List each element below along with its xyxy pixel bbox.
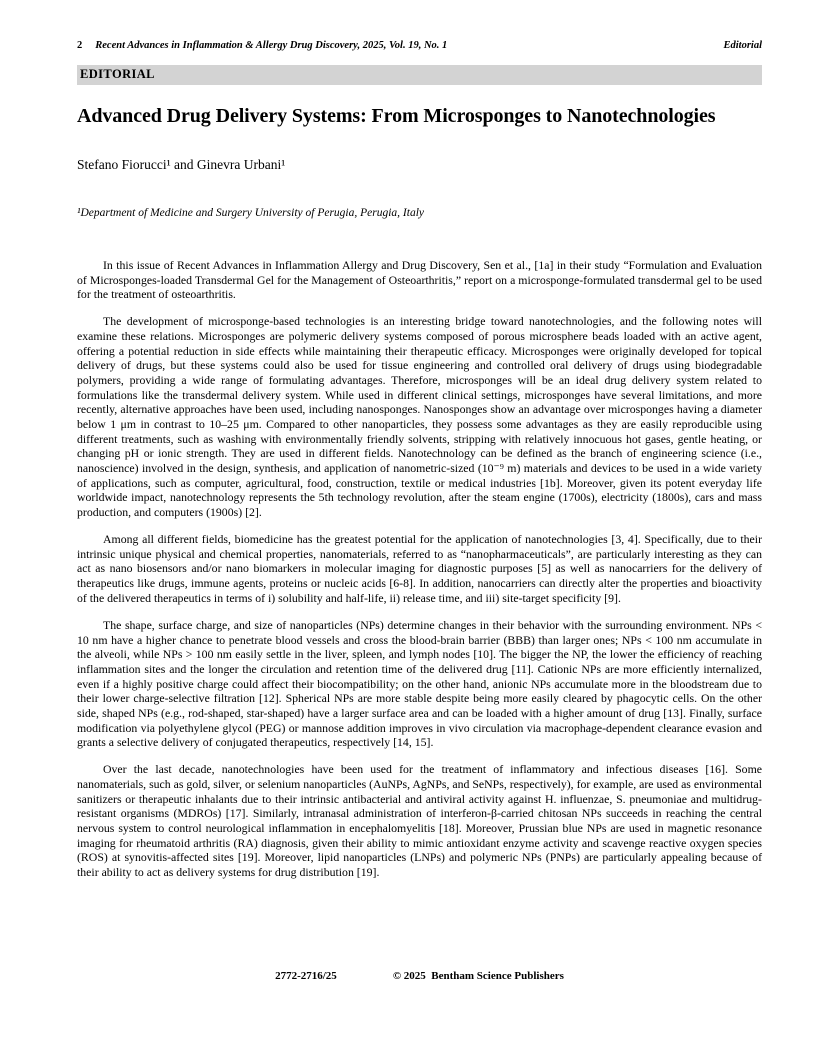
running-section-label: Editorial: [723, 40, 762, 51]
page-footer: [77, 970, 762, 982]
article-title: Advanced Drug Delivery Systems: From Microsponges to Nanotechnologies: [77, 105, 716, 127]
affiliation-line: ¹Department of Medicine and Surgery University of Perugia, Perugia, Italy: [77, 207, 424, 219]
paragraph: The development of microsponge-based technologies is an interesting bridge toward nanotechnologies, and the following notes will examine these relations. Microsponges are polymeric delivery systems composed of porous microsphere beads loaded with an active agent, offering a potential reduction in side effects while maintaining their therapeutic efficacy. Microsponges were originally developed for topical delivery of drugs, but these systems could also be used for tissue engineering and controlled oral delivery of drugs using biodegradable polymers, providing a wide range of formulating advantages. Therefore, microsponges will be an ideal drug delivery system related to formulations like the transdermal delivery system. While used in different clinical settings, microsponges have several limitations, and more recently, alternative approaches have been used, including nanosponges. Nanosponges show an advantage over microsponges having a diameter below 1 μm in contrast to 10–25 μm. Compared to other nanoparticles, they possess some advantages as they are easily reproducible using different treatments, such as washing with environmentally friendly solvents, stripping with relatively innocuous hot gases, gentle heating, or changing pH or ionic strength. They are used in different fields. Nanotechnology can be defined as the branch of engineering science (i.e., nanoscience) involved in the design, synthesis, and application of nanometric-sized (10⁻⁹ m) materials and devices to be used in a wide variety of applications, such as computer, agricultural, food, construction, textile or medical industries [1b]. Moreover, given its potent everyday life worldwide impact, nanotechnology represents the 5th technology revolution, after the steam engine (1700s), electricity (1800s), cars and mass production, and computers (1900s) [2].: [77, 314, 762, 519]
authors-line: Stefano Fiorucci¹ and Ginevra Urbani¹: [77, 157, 286, 172]
paragraph: In this issue of Recent Advances in Inflammation Allergy and Drug Discovery, Sen et al., [1a] in their study “Formulation and Evaluation of Microsponges-loaded Transdermal Gel for the Management of Osteoarthritis,” report on a microsponge-formulated transdermal gel to be used for the treatment of osteoarthritis.: [77, 258, 762, 302]
copyright-notice: © 2025 Bentham Science Publishers: [392, 970, 564, 982]
issn-code: 2772-2716/25: [275, 970, 337, 982]
paragraph: The shape, surface charge, and size of nanoparticles (NPs) determine changes in their behavior with the surrounding environment. NPs < 10 nm have a higher chance to penetrate blood vessels and cross the blood-brain barrier (BBB) than larger ones; NPs < 100 nm accumulate in the alveoli, while NPs > 100 nm easily settle in the liver, spleen, and lymph nodes [10]. The bigger the NP, the lower the efficiency of reaching inflammation sites and the longer the circulation and retention time of the delivered drug [11]. Cationic NPs are more efficiently internalized, even if a highly positive charge could affect their biocompatibility; on the other hand, anionic NPs accumulate more in the bloodstream due to their lower charge-selective filtration [12]. Spherical NPs are more stable despite being more easily cleared by phagocytic cells. On the other side, shaped NPs (e.g., rod-shaped, star-shaped) have a larger surface area and can be loaded with a higher amount of drug [13]. Finally, surface modification via polyethylene glycol (PEG) or mannose addition improves in vivo circulation via macrophage-dependent clearance evasion and grants a selective delivery of conjugated therapeutics, respectively [14, 15].: [77, 617, 762, 750]
running-header: [77, 40, 762, 51]
article-body: [77, 258, 762, 880]
page-number: 2: [77, 40, 83, 51]
paragraph: Over the last decade, nanotechnologies have been used for the treatment of inflammatory and infectious diseases [16]. Some nanomaterials, such as gold, silver, or selenium nanoparticles (AuNPs, AgNPs, and SeNPs, respectively), for example, are used as environmental sanitizers or therapeutic inhalants due to their intrinsic antibacterial and antiviral activity against H. influenzae, S. pneumoniae and multidrug-resistant organisms (MDROs) [17]. Similarly, intranasal administration of interferon-β-carried chitosan NPs succeeds in reaching the central nervous system to control neurological inflammation in encephalomyelitis [18]. Moreover, Prussian blue NPs are used in magnetic resonance imaging for rheumatoid arthritis (RA) diagnosis, given their ability to mimic antioxidant enzyme activity and scavenge reactive oxygen species (ROS) at synovitis-affected sites [19]. Moreover, lipid nanoparticles (LNPs) and polymeric NPs (PNPs) are particularly appealing because of their ability to act as delivery systems for drug distribution [19].: [77, 762, 762, 879]
journal-citation: Recent Advances in Inflammation & Allergy Drug Discovery, 2025, Vol. 19, No. 1: [95, 40, 448, 51]
paragraph: Among all different fields, biomedicine has the greatest potential for the application of nanotechnologies [3, 4]. Specifically, due to their intrinsic unique physical and chemical properties, nanomaterials, referred to as “nanopharmaceuticals”, are particularly interesting as they can act as nano biosensors and/or nano biomarkers in molecular imaging for diagnostic purposes [5] as well as nanocarriers for the delivery of therapeutics like drugs, immune agents, proteins or nucleic acids [6-8]. In addition, nanocarriers can directly alter the properties and bioactivity of the delivered therapeutics in terms of i) solubility and half-life, ii) release time, and iii) site-target specificity [9].: [77, 532, 762, 605]
running-header-left: [77, 40, 447, 51]
editorial-banner: EDITORIAL: [77, 65, 762, 85]
